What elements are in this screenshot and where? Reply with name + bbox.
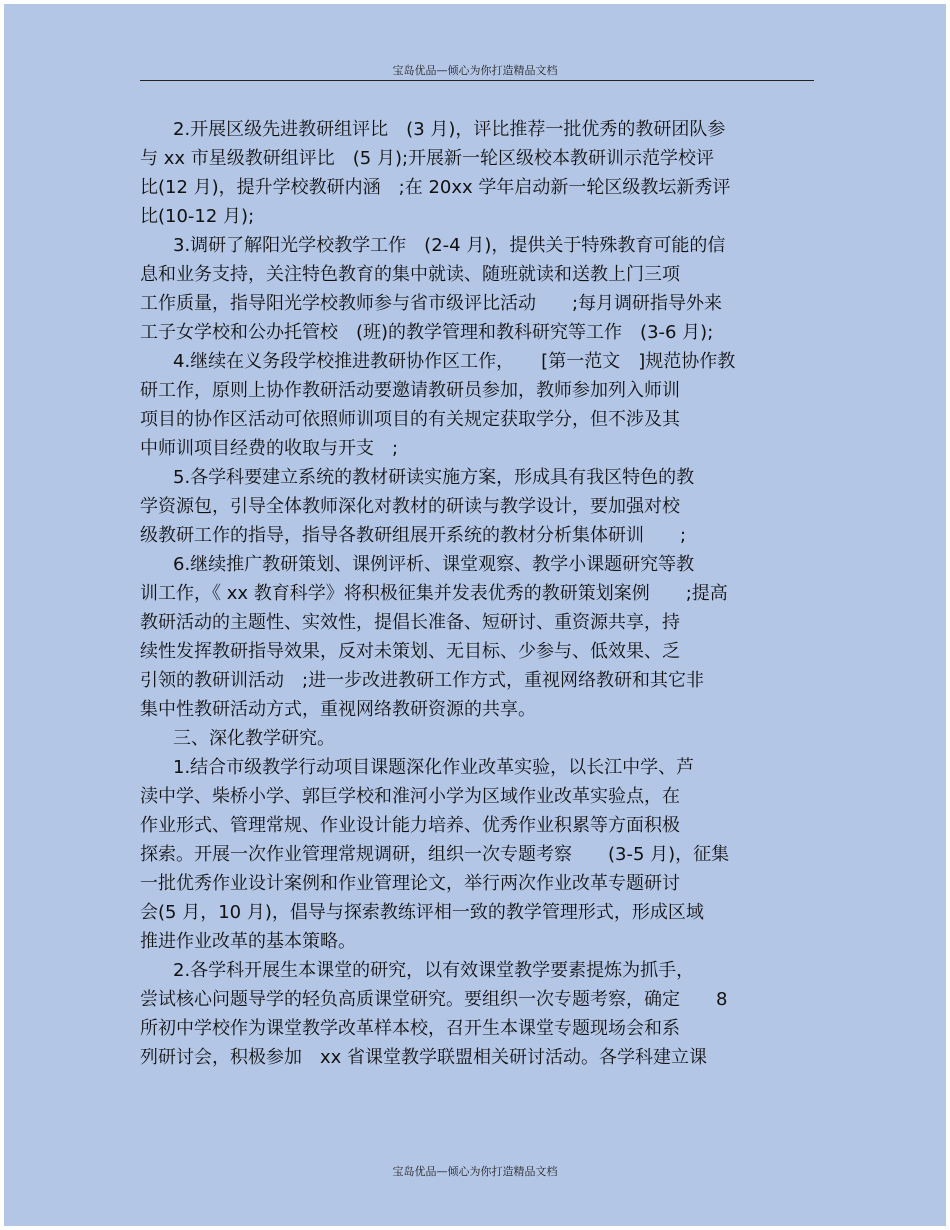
text-line: 教研活动的主题性、实效性，提倡长准备、短研讨、重资源共享，持: [140, 612, 680, 633]
text-line: 引领的教研训活动 ;进一步改进教研工作方式，重视网络教研和其它非: [140, 670, 705, 691]
text-line: 所初中学校作为课堂教学改革样本校，召开生本课堂专题现场会和系: [140, 1018, 680, 1039]
text-line: 工子女学校和公办托管校 (班)的教学管理和教科研究等工作 (3-6 月);: [140, 322, 714, 343]
text-line: 工作质量，指导阳光学校教师参与省市级评比活动 ;每月调研指导外来: [140, 293, 723, 314]
text-line: 中师训项目经费的收取与开支 ;: [140, 438, 399, 459]
text-line: 训工作，《 xx 教育科学》将积极征集并发表优秀的教研策划案例 ;提高: [140, 583, 728, 604]
document-page: [4, 4, 946, 1226]
text-line: 渎中学、柴桥小学、郭巨学校和淮河小学为区域作业改革实验点，在: [140, 786, 680, 807]
text-line: 5.各学科要建立系统的教材研读实施方案，形成具有我区特色的教: [173, 467, 695, 488]
document-body: [4, 4, 946, 1226]
text-line: 会(5 月，10 月)，倡导与探索教练评相一致的教学管理形式，形成区域: [140, 902, 704, 923]
text-line: 一批优秀作业设计案例和作业管理论文，举行两次作业改革专题研讨: [140, 873, 680, 894]
text-line: 1.结合市级教学行动项目课题深化作业改革实验，以长江中学、芦: [173, 757, 695, 778]
page-header: 宝岛优品—倾心为你打造精品文档: [392, 64, 558, 77]
text-line: 探索。开展一次作业管理常规调研，组织一次专题考察 (3-5 月)，征集: [140, 844, 730, 865]
text-line: 2.开展区级先进教研组评比 (3 月)，评比推荐一批优秀的教研团队参: [173, 119, 726, 140]
text-line: 比(10-12 月);: [140, 206, 255, 227]
text-line: 续性发挥教研指导效果，反对未策划、无目标、少参与、低效果、乏: [140, 641, 680, 662]
text-line: 集中性教研活动方式，重视网络教研资源的共享。: [140, 699, 536, 720]
text-line: 息和业务支持，关注特色教育的集中就读、随班就读和送教上门三项: [140, 264, 680, 285]
text-line: 列研讨会，积极参加 xx 省课堂教学联盟相关研讨活动。各学科建立课: [140, 1047, 708, 1068]
text-line: 级教研工作的指导，指导各教研组展开系统的教材分析集体研训 ;: [140, 525, 687, 546]
text-line: 学资源包，引导全体教师深化对教材的研读与教学设计，要加强对校: [140, 496, 680, 517]
text-line: 3.调研了解阳光学校教学工作 (2-4 月)，提供关于特殊教育可能的信: [173, 235, 726, 256]
text-line: 尝试核心问题导学的轻负高质课堂研究。要组织一次专题考察，确定 8: [140, 989, 728, 1010]
text-line: 作业形式、管理常规、作业设计能力培养、优秀作业积累等方面积极: [140, 815, 680, 836]
text-line: 比(12 月)，提升学校教研内涵 ;在 20xx 学年启动新一轮区级教坛新秀评: [140, 177, 731, 198]
text-line: 项目的协作区活动可依照师训项目的有关规定获取学分，但不涉及其: [140, 409, 680, 430]
section-heading: 三、深化教学研究。: [173, 728, 335, 749]
text-line: 与 xx 市星级教研组评比 (5 月);开展新一轮区级校本教研训示范学校评: [140, 148, 715, 169]
text-line: 4.继续在义务段学校推进教研协作区工作， [第一范文 ]规范协作教: [173, 351, 736, 372]
text-line: 推进作业改革的基本策略。: [140, 931, 356, 952]
page-footer: 宝岛优品—倾心为你打造精品文档: [392, 1165, 558, 1178]
text-line: 6.继续推广教研策划、课例评析、课堂观察、教学小课题研究等教: [173, 554, 695, 575]
text-line: 2.各学科开展生本课堂的研究，以有效课堂教学要素提炼为抓手，: [173, 960, 695, 981]
text-line: 研工作，原则上协作教研活动要邀请教研员参加，教师参加列入师训: [140, 380, 680, 401]
